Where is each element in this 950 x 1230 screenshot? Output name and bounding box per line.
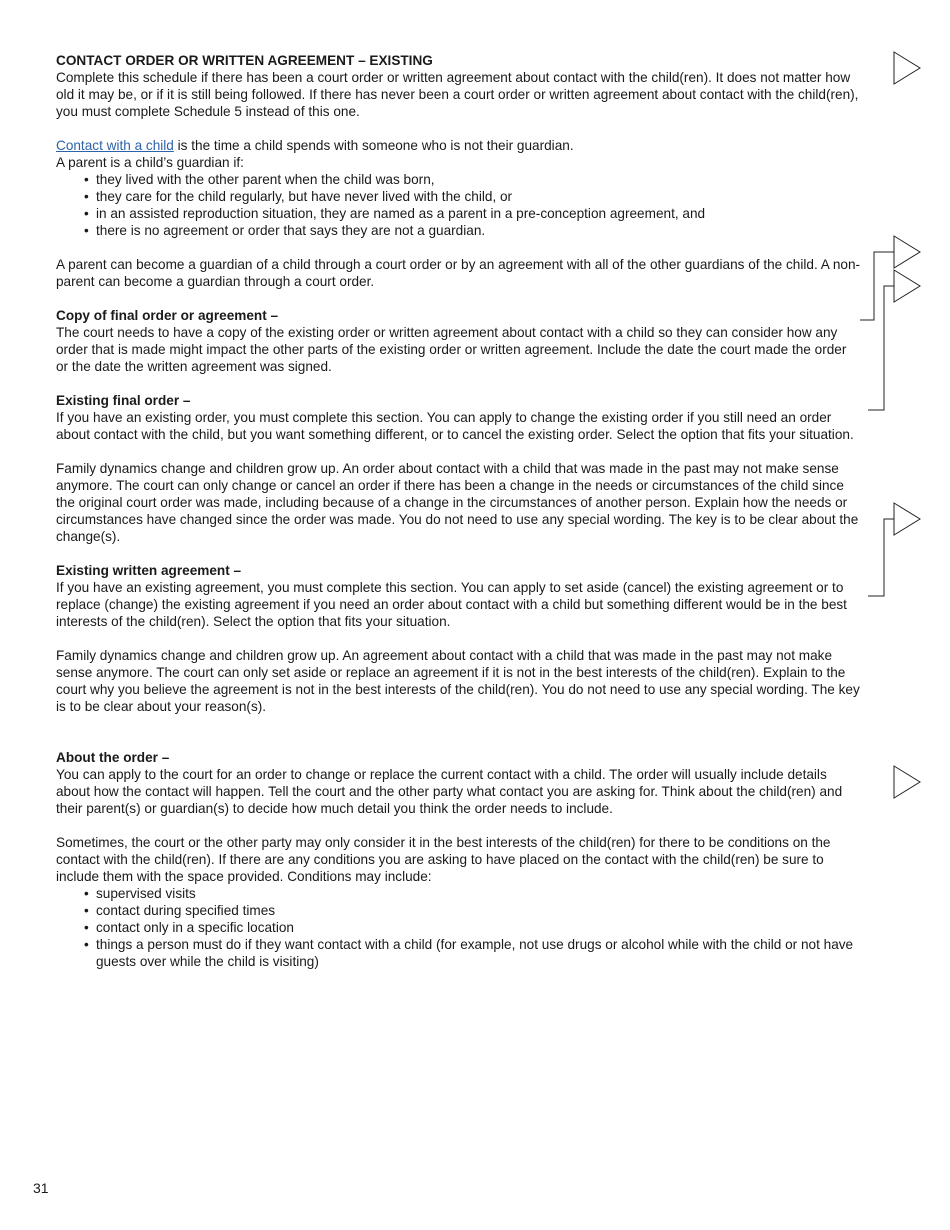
list-item: • contact only in a specific location bbox=[96, 919, 861, 936]
page-number: 31 bbox=[33, 1180, 49, 1196]
copy-text: The court needs to have a copy of the existing order or written agreement about contact with a child so they can consider how any order that is made might impact the other parts of the existing order or written agreement. Include the date the court made the order or the date the written agreement was signed. bbox=[56, 325, 847, 374]
list-item: • there is no agreement or order that says they are not a guardian. bbox=[96, 222, 861, 239]
about-order-section bbox=[56, 749, 861, 817]
list-item: • things a person must do if they want contact with a child (for example, not use drugs or alcohol while with the child or not have guests over while the child is visiting) bbox=[96, 936, 861, 970]
guardian-list bbox=[56, 171, 861, 239]
existing-order-heading: Existing final order – bbox=[56, 393, 191, 408]
contact-definition-text: is the time a child spends with someone who is not their guardian. bbox=[173, 138, 574, 153]
about-order-text: You can apply to the court for an order to change or replace the current contact with a child. The order will usually include details about how the contact will happen. Tell the court and the other party what contact you are asking for. Think about the child(ren) and their parent(s) or guardian(s) to decide how much detail you think the order needs to include. bbox=[56, 767, 843, 816]
marker-triangle-5 bbox=[894, 766, 920, 798]
marker-triangle-1 bbox=[894, 52, 920, 84]
copy-heading: Copy of final order or agreement – bbox=[56, 308, 279, 323]
list-item: • they lived with the other parent when the child was born, bbox=[96, 171, 861, 188]
guardian-intro: A parent is a child’s guardian if: bbox=[56, 155, 244, 170]
marker-triangle-4 bbox=[894, 503, 920, 535]
existing-agreement-text: If you have an existing agreement, you must complete this section. You can apply to set aside (cancel) the existing agreement or to replace (change) the existing agreement if you need an order about contact with a child but something different would be in the best interests of the child(ren). Select the option that fits your situation. bbox=[56, 580, 847, 629]
contact-with-child-link[interactable]: Contact with a child bbox=[56, 138, 174, 153]
copy-section bbox=[56, 307, 861, 375]
conditions-list bbox=[56, 885, 861, 970]
existing-order-text: If you have an existing order, you must complete this section. You can apply to change the existing order if you still need an order about contact with the child, but you want something different, or to cancel the existing order. Select the option that fits your situation. bbox=[56, 410, 854, 442]
intro-text: Complete this schedule if there has been a court order or written agreement about contact with the child(ren). It does not matter how old it may be, or if it is still being followed. If there has never been a court order or written agreement about contact with the child(ren), you must complete Schedule 5 instead of this one. bbox=[56, 70, 859, 119]
list-item: • contact during specified times bbox=[96, 902, 861, 919]
existing-agreement-heading: Existing written agreement – bbox=[56, 563, 242, 578]
marker-bracket-4 bbox=[868, 519, 894, 596]
list-item: • supervised visits bbox=[96, 885, 861, 902]
marker-triangle-3 bbox=[894, 270, 920, 302]
about-order-heading: About the order – bbox=[56, 750, 170, 765]
contact-definition bbox=[56, 137, 861, 239]
list-item: • in an assisted reproduction situation, they are named as a parent in a pre-conception agreement, and bbox=[96, 205, 861, 222]
intro-section bbox=[56, 52, 861, 120]
become-guardian-text: A parent can become a guardian of a child through a court order or by an agreement with all of the other guardians of the child. A non-parent can become a guardian through a court order. bbox=[56, 257, 861, 289]
existing-order-text-2: Family dynamics change and children grow up. An order about contact with a child that was made in the past may not make sense anymore. The court can only change or cancel an order if there has been a change in the needs or circumstances of the child since the original court order was made, including because of a change in the circumstances of another person. Explain how the needs or circumstances have changed since the order was made. You do not need to use any special wording. The key is to be clear about the change(s). bbox=[56, 461, 859, 544]
about-order-text-2: Sometimes, the court or the other party may only consider it in the best interests of the child(ren) for there to be conditions on the contact with the child(ren). If there are any conditions you are asking to have placed on the contact with the child(ren) be sure to include them with the space provided. Conditions may include: bbox=[56, 835, 831, 884]
page-content bbox=[56, 52, 861, 970]
existing-agreement-section bbox=[56, 562, 861, 630]
marker-bracket-2 bbox=[860, 252, 894, 320]
existing-order-section bbox=[56, 392, 861, 443]
contact-definition-line bbox=[56, 137, 861, 154]
page-title: CONTACT ORDER OR WRITTEN AGREEMENT – EXISTING bbox=[56, 53, 433, 68]
conditions-section bbox=[56, 834, 861, 970]
marker-bracket-3 bbox=[868, 286, 894, 410]
marker-triangle-2 bbox=[894, 236, 920, 268]
list-item: • they care for the child regularly, but have never lived with the child, or bbox=[96, 188, 861, 205]
existing-agreement-text-2: Family dynamics change and children grow up. An agreement about contact with a child that was made in the past may not make sense anymore. The court can only set aside or replace an agreement if it is not in the best interests of the child(ren). Explain to the court why you believe the agreement is not in the best interests of the child(ren). You do not need to use any special wording. The key is to be clear about your reason(s). bbox=[56, 648, 860, 714]
